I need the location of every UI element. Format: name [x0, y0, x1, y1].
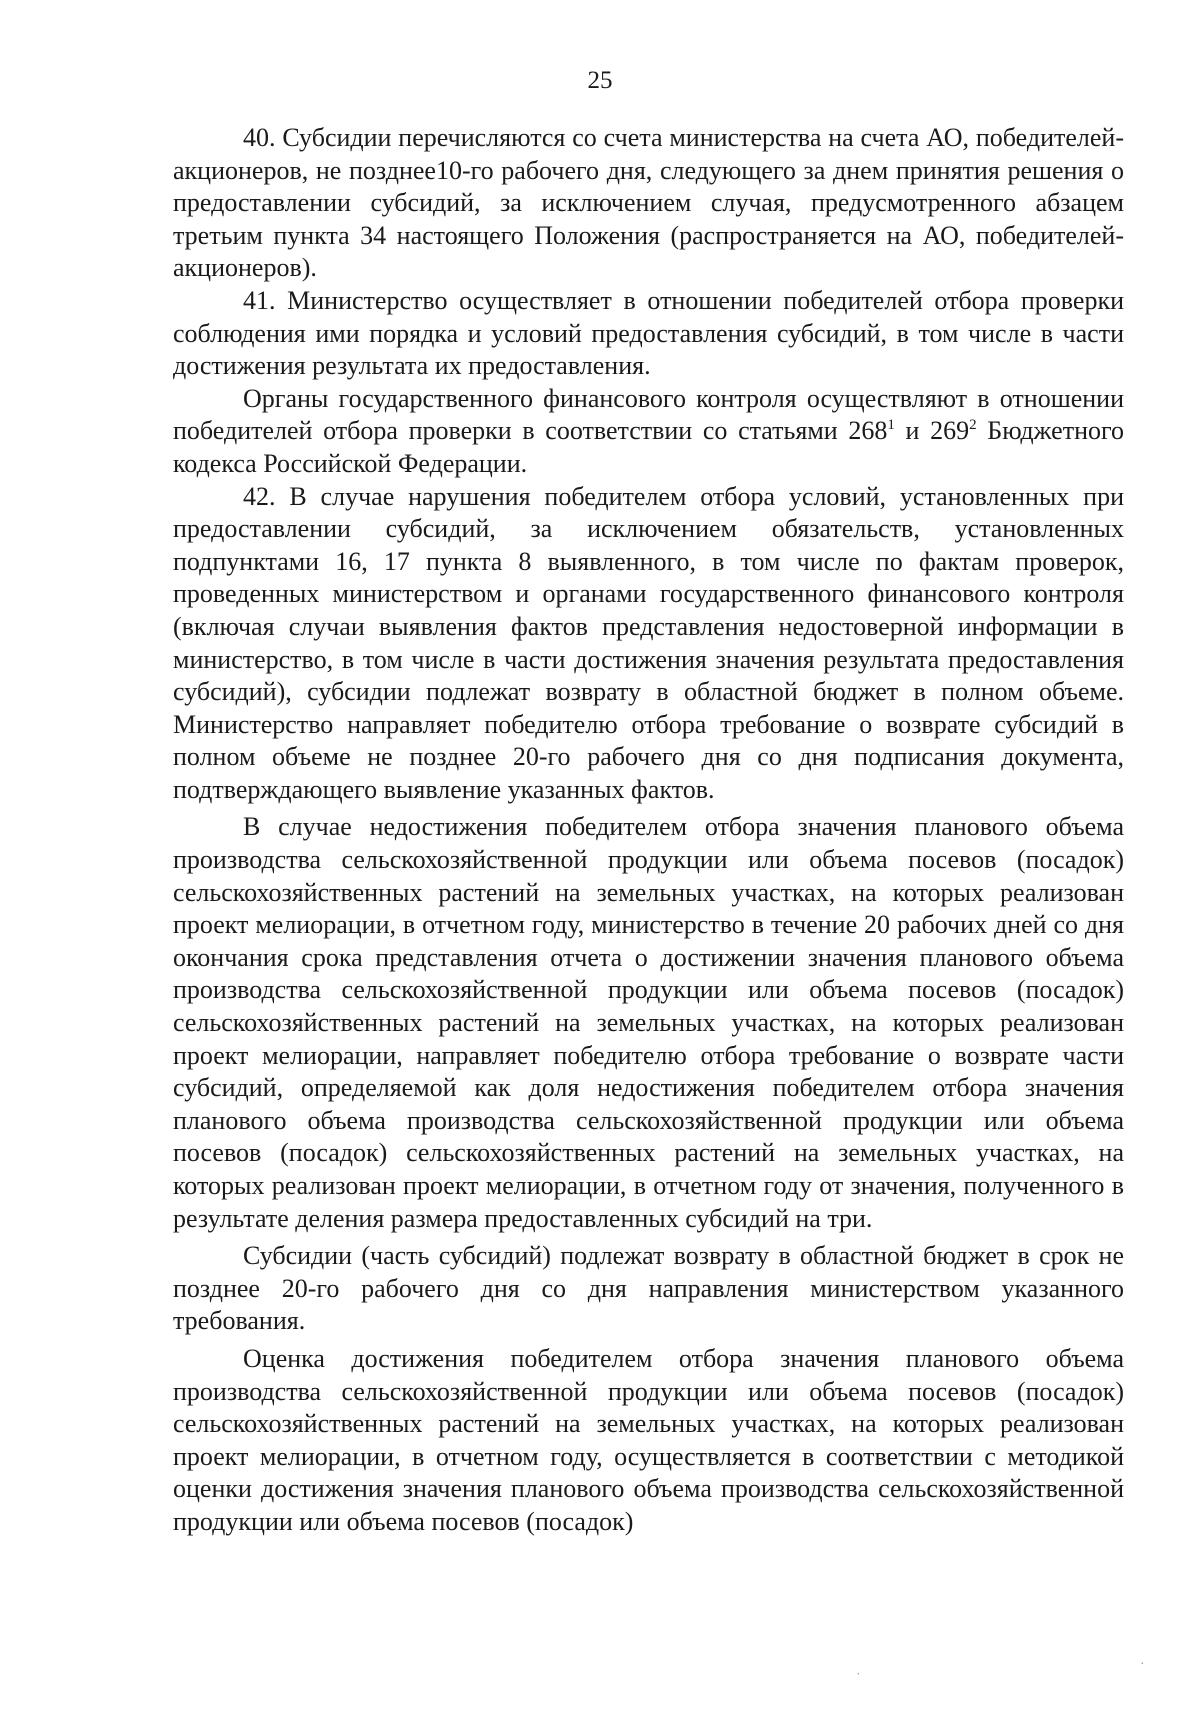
paragraph-42-assessment: Оценка достижения победителем отбора значения планового объема производства сельскохозяйственной продукции или объема посевов (посадок) сельскохозяйственных растений на земельных участках, на которых реализован проект мелиорации, в отчетном году, осуществляется в соответствии с методикой оценки достижения значения планового объема производства сельскохозяйственной продукции или объема посевов (посадок) [173, 1343, 1124, 1536]
paragraph-42-non-achievement: В случае недостижения победителем отбора значения планового объема производства сельскохозяйственной продукции или объема посевов (посадок) сельскохозяйственных растений на земельных участках, на которых реализован проект мелиорации, в отчетном году, министерство в течение 20 рабочих дней со дня окончания срока представления отчета о достижении значения планового объема производства сельскохозяйственной продукции или объема посевов (посадок) сельскохозяйственных растений на земельных участках, на которых реализован проект мелиорации, направляет победителю отбора требование о возврате части субсидий, определяемой как доля недостижения победителем отбора значения планового объема производства сельскохозяйственной продукции или объема посевов (посадок) сельскохозяйственных растений на земельных участках, на которых реализован проект мелиорации, в отчетном году от значения, полученного в результате деления размера предоставленных субсидий на три. [173, 812, 1124, 1233]
footnote-superscript-2: 2 [969, 417, 977, 434]
paragraph-41-state-control-text-before: Органы государственного финансового контроля осуществляют в отношении победителей отбора проверки в соответствии со статьями 268 [173, 383, 1124, 446]
scan-artifact-mark: ˙ [856, 1671, 861, 1686]
paragraph-41-state-control [173, 383, 1124, 481]
paragraph-42-refund-term: Субсидии (часть субсидий) подлежат возврату в областной бюджет в срок не позднее 20-го рабочего дня со дня направления министерством указанного требования. [173, 1241, 1124, 1336]
paragraph-41-state-control-text-after: Бюджетного кодекса Российской Федерации. [173, 416, 1125, 478]
document-body [173, 122, 1124, 1539]
page-number: 25 [587, 67, 613, 94]
paragraph-40: 40. Субсидии перечисляются со счета министерства на счета АО, победителей-акционеров, не позднее10-го рабочего дня, следующего за днем принятия решения о предоставлении субсидий, за исключением случая, предусмотренного абзацем третьим пункта 34 настоящего Положения (распространяется на АО, победителей-акционеров). [173, 123, 1124, 283]
paragraph-41-state-control-text-middle: и 269 [894, 416, 970, 446]
footnote-superscript-1: 1 [887, 417, 895, 434]
paragraph-42: 42. В случае нарушения победителем отбора условий, установленных при предоставлении субсидий, за исключением обязательств, установленных подпунктами 16, 17 пункта 8 выявленного, в том числе по фактам проверок, проведенных министерством и органами государственного финансового контроля (включая случаи выявления фактов представления недостоверной информации в министерство, в том числе в части достижения значения результата предоставления субсидий), субсидии подлежат возврату в областной бюджет в полном объеме. Министерство направляет победителю отбора требование о возврате субсидий в полном объеме не позднее 20-го рабочего дня со дня подписания документа, подтверждающего выявление указанных фактов. [173, 481, 1124, 804]
scan-artifact-mark: · [1140, 1657, 1145, 1672]
paragraph-41: 41. Министерство осуществляет в отношении победителей отбора проверки соблюдения ими порядка и условий предоставления субсидий, в том числе в части достижения результата их предоставления. [173, 285, 1124, 381]
